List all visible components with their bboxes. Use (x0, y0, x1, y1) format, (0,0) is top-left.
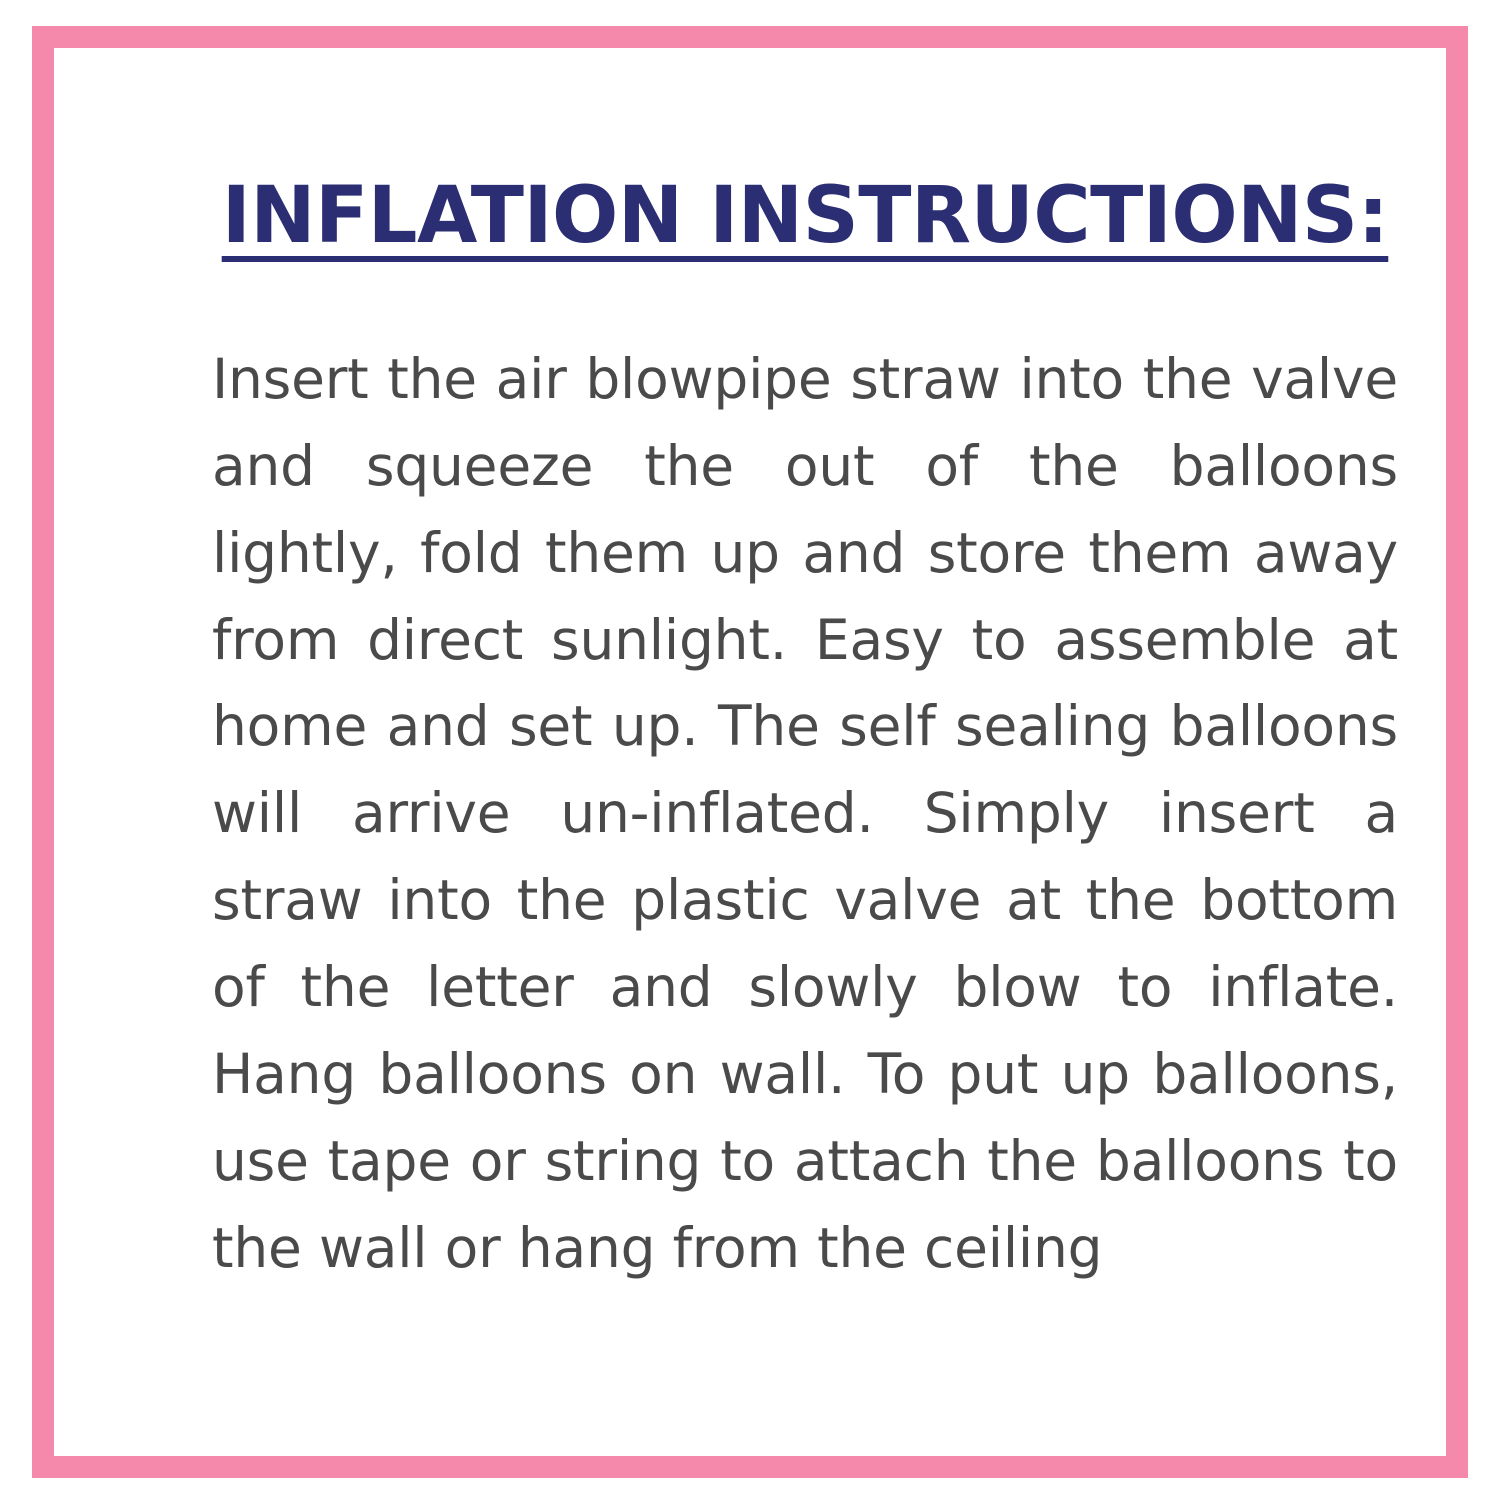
instruction-body-text: Insert the air blowpipe straw into the valve and squeeze the out of the balloons lightly, fold them up and store them away from direct sunlight. Easy to assemble at home and set up. The self sealing balloons will arrive un-inflated. Simply insert a straw into the plastic valve at the bottom of the letter and slowly blow to inflate. Hang balloons on wall. To put up balloons, use tape or string to attach the balloons to the wall or hang from the ceiling (212, 346, 1398, 1280)
page-title: INFLATION INSTRUCTIONS: (221, 171, 1389, 261)
card-content (212, 171, 1398, 1292)
pink-border-frame (32, 26, 1468, 1478)
